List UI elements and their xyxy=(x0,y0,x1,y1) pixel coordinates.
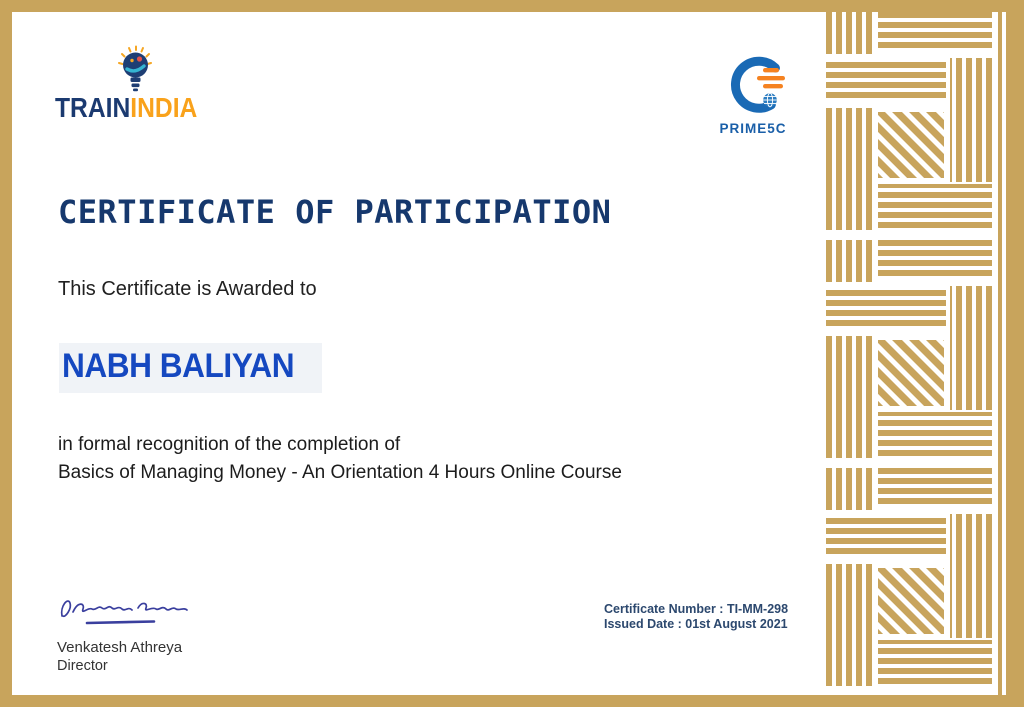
issued-date: Issued Date : 01st August 2021 xyxy=(604,616,788,631)
prime5c-logo xyxy=(713,56,793,136)
train-india-wordmark xyxy=(55,92,209,123)
recognition-line-2: Basics of Managing Money - An Orientation 4 Hours Online Course xyxy=(58,461,622,483)
signature-block xyxy=(57,592,192,675)
recipient-name: NABH BALIYAN xyxy=(62,347,295,385)
signatory-name: Venkatesh Athreya xyxy=(57,639,183,656)
gold-weave-pattern xyxy=(826,12,1012,695)
certificate-title: CERTIFICATE OF PARTICIPATION xyxy=(58,193,612,231)
prime5c-wordmark: PRIME5C xyxy=(719,121,787,136)
train-india-logo xyxy=(55,44,230,123)
recognition-line-1: in formal recognition of the completion of xyxy=(58,434,401,455)
weave-pattern-icon xyxy=(826,12,1012,695)
awarded-to-label: This Certificate is Awarded to xyxy=(58,278,317,300)
india-word: INDIA xyxy=(130,92,198,123)
certificate-meta xyxy=(604,602,788,631)
handwritten-signature-icon xyxy=(57,592,192,633)
train-word: TRAIN xyxy=(55,92,131,123)
recipient-name-highlight xyxy=(59,343,322,393)
swoosh-globe-icon xyxy=(713,101,793,118)
recognition-text xyxy=(58,431,622,486)
certificate-number: Certificate Number : TI-MM-298 xyxy=(604,602,789,616)
lightbulb-icon xyxy=(116,44,230,96)
signatory-role: Director xyxy=(57,658,108,674)
